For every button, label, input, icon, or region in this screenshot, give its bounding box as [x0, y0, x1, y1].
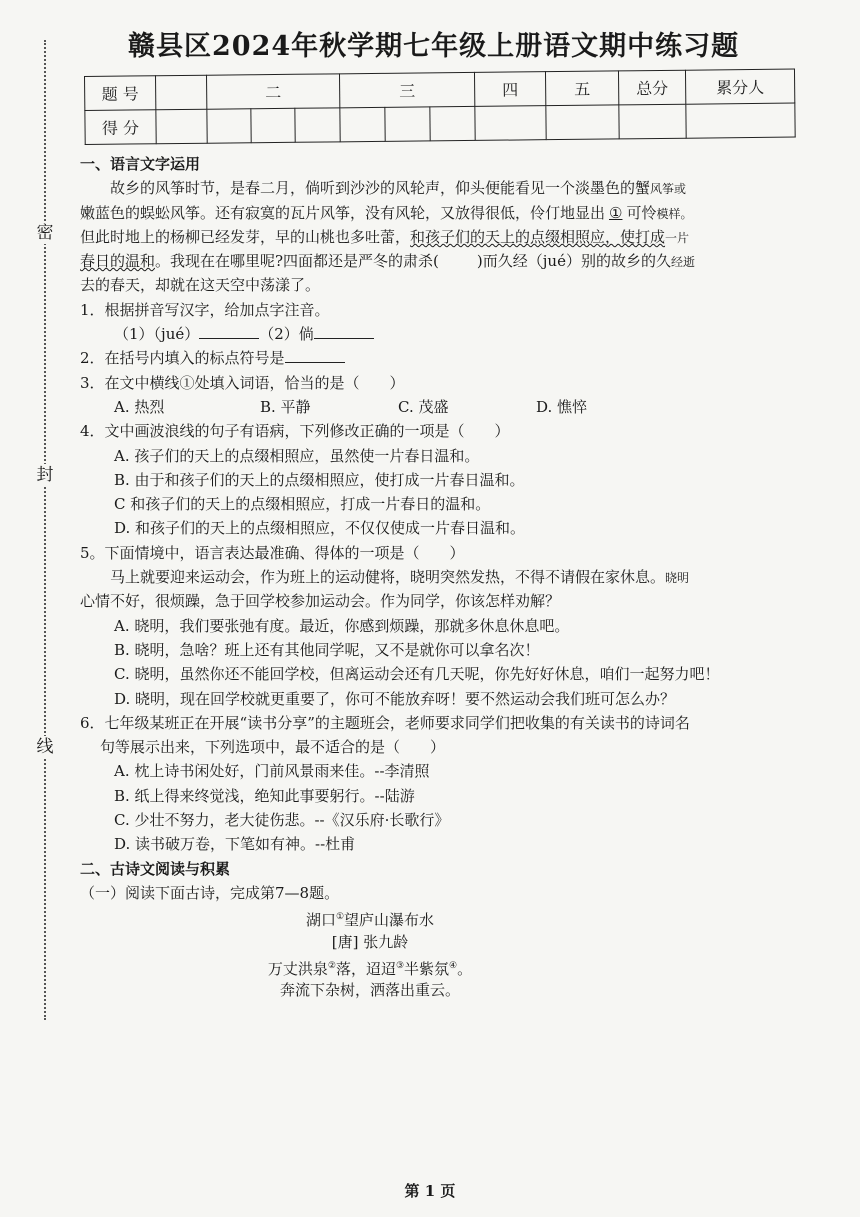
question-4: 4．文中画波浪线的句子有语病，下列修改正确的一项是（ ）: [80, 422, 510, 441]
binding-char-mi: 密: [34, 222, 56, 244]
section-heading: 二、古诗文阅读与积累: [80, 859, 231, 878]
score-cell: [156, 75, 207, 110]
question-5-context: 心情不好，很烦躁，急于回学校参加运动会。作为同学，你该怎样劝解？: [80, 592, 561, 611]
score-cell: 总分: [618, 70, 685, 105]
score-cell: 二: [206, 74, 339, 109]
footnote-mark: ③: [395, 960, 405, 971]
score-input-cell[interactable]: [619, 104, 686, 139]
option[interactable]: A. 热烈: [114, 397, 165, 416]
answer-blank[interactable]: [314, 322, 374, 339]
question-5-context: [80, 565, 800, 589]
option[interactable]: C 和孩子们的天上的点缀相照应，打成一片春日的温和。: [114, 495, 491, 514]
score-input-cell[interactable]: [207, 109, 251, 143]
option[interactable]: C. 少壮不努力，老大徒伤悲。--《汉乐府·长歌行》: [114, 811, 450, 830]
wavy-underlined-sentence: 和孩子们的天上的点缀相照应，使打成: [410, 227, 666, 246]
option[interactable]: B. 由于和孩子们的天上的点缀相照应，使打成一片春日温和。: [114, 470, 525, 489]
score-input-cell[interactable]: [546, 105, 619, 140]
section-heading: 一、语言文字运用: [80, 155, 201, 173]
option[interactable]: C. 晓明，虽然你还不能回学校，但离运动会还有几天呢，你先好好休息，咱们一起努力吧！: [114, 665, 720, 684]
exam-content: [80, 152, 800, 1002]
option[interactable]: D. 晓明，现在回学校就更重要了，你可不能放弃呀！要不然运动会我们班可怎么办？: [114, 689, 676, 708]
score-table-score-row: [85, 103, 795, 144]
binding-dotted-line: [44, 40, 46, 1020]
score-input-cell[interactable]: [385, 107, 430, 141]
sub-question-label: （1）（jué）: [114, 325, 200, 344]
passage-text: 故乡的风筝时节，是春二月，倘听到沙沙的风轮声，仰头便能看见一个淡墨色的蟹: [110, 179, 651, 198]
passage-line: [80, 249, 800, 273]
question-6: 句等展示出来，下列选项中，最不适合的是（ ）: [100, 738, 446, 757]
poem-line: [80, 954, 660, 978]
option[interactable]: D. 憔悴: [536, 397, 588, 416]
poem-text: 。: [457, 959, 473, 978]
fill-blank[interactable]: ①: [609, 203, 623, 222]
answer-blank[interactable]: [199, 322, 259, 339]
binding-char-feng: 封: [34, 464, 56, 486]
score-cell: 题 号: [85, 76, 156, 111]
passage-line: [80, 201, 800, 225]
score-input-cell[interactable]: [295, 108, 340, 142]
passage-text: 嫩蓝色的蜈蚣风筝。还有寂寞的瓦片风筝，没有风轮，又放得很低，伶仃地显出: [80, 203, 606, 222]
passage-text: 一片: [665, 230, 690, 245]
option[interactable]: A. 枕上诗书闲处好，门前风景雨来佳。--李清照: [114, 762, 430, 781]
question-3-options: [80, 395, 800, 419]
context-text: 马上就要迎来运动会，作为班上的运动健将，晓明突然发热，不得不请假在家休息。: [110, 568, 666, 587]
poem-text: 落，迢迢: [335, 959, 396, 978]
score-cell: 得 分: [85, 110, 156, 145]
poem-text: 万丈洪泉: [267, 959, 328, 978]
score-input-cell[interactable]: [251, 108, 295, 142]
option[interactable]: B. 平静: [260, 397, 311, 416]
score-input-cell[interactable]: [430, 106, 475, 140]
option[interactable]: D. 读书破万卷，下笔如有神。--杜甫: [114, 835, 356, 854]
option[interactable]: A. 孩子们的天上的点缀相照应，虽然使一片春日温和。: [114, 446, 480, 465]
score-cell: 三: [339, 72, 474, 107]
binding-margin: [38, 40, 52, 1020]
poem-text: 半紫氛: [404, 959, 450, 978]
option[interactable]: A. 晓明，我们要张弛有度。最近，你感到烦躁，那就多休息休息吧。: [114, 616, 570, 635]
footnote-mark: ④: [449, 960, 458, 971]
score-table: [84, 69, 796, 145]
question-1-blanks: [80, 322, 800, 346]
option[interactable]: B. 晓明，急啥？班上还有其他同学呢，又不是就你可以拿名次！: [114, 640, 540, 659]
binding-char-xian: 线: [34, 736, 56, 758]
poem-text: 望庐山瀑布水: [344, 911, 435, 930]
passage-line: [80, 225, 800, 249]
question-3: 3．在文中横线①处填入词语，恰当的是（ ）: [80, 373, 405, 392]
passage-text: 可怜: [626, 203, 657, 222]
poem-title: [80, 905, 660, 929]
option[interactable]: B. 纸上得来终觉浅，绝知此事要躬行。--陆游: [114, 786, 415, 805]
context-text: 晓明: [665, 571, 690, 586]
page-number: 第 1 页: [404, 1182, 456, 1200]
poem-author: [唐] 张九龄: [331, 932, 409, 951]
score-cell: 五: [545, 71, 618, 106]
question-text: 2．在括号内填入的标点符号是: [80, 349, 285, 368]
score-input-cell[interactable]: [475, 106, 546, 141]
option[interactable]: D. 和孩子们的天上的点缀相照应，不仅仅使成一片春日温和。: [114, 519, 526, 538]
question-2: [80, 346, 800, 370]
passage-text: 。我现在在哪里呢?四面都还是严冬的肃杀(: [155, 252, 439, 271]
score-input-cell[interactable]: [686, 103, 795, 138]
wavy-underlined-sentence: 春日的温和: [80, 252, 156, 271]
option[interactable]: C. 茂盛: [398, 397, 449, 416]
answer-blank[interactable]: [285, 346, 345, 363]
sub-question-label: （2）倘: [259, 325, 314, 344]
question-6: 6．七年级某班正在开展“读书分享”的主题班会，老师要求同学们把收集的有关读书的诗词名: [80, 713, 690, 732]
question-1: 1．根据拼音写汉字，给加点字注音。: [80, 300, 330, 319]
score-cell: 累分人: [685, 69, 794, 104]
footnote-mark: ①: [335, 912, 345, 923]
passage-text: 经逝: [670, 255, 695, 270]
passage-line: 去的春天，却就在这天空中荡漾了。: [80, 276, 321, 295]
question-5: 5。下面情境中，语言表达最准确、得体的一项是（ ）: [80, 543, 465, 562]
sub-section-heading: （一）阅读下面古诗，完成第7—8题。: [80, 883, 340, 902]
poem-text: 湖口: [305, 911, 336, 930]
passage-text: 但此时地上的杨柳已经发芽，早的山桃也多吐蕾，: [80, 227, 411, 246]
exam-title: 赣县区2024年秋学期七年级上册语文期中练习题: [128, 31, 740, 62]
passage-text: )而久经（jué）别的故乡的久: [476, 252, 671, 271]
score-cell: 四: [474, 72, 545, 107]
score-input-cell[interactable]: [156, 109, 207, 144]
passage-text: 模样。: [656, 206, 693, 221]
passage-line: [80, 176, 800, 200]
passage-text: 风筝或: [650, 182, 687, 197]
score-input-cell[interactable]: [340, 107, 385, 141]
poem-line: 奔流下杂树，洒落出重云。: [279, 981, 460, 1000]
footnote-mark: ②: [327, 960, 336, 971]
